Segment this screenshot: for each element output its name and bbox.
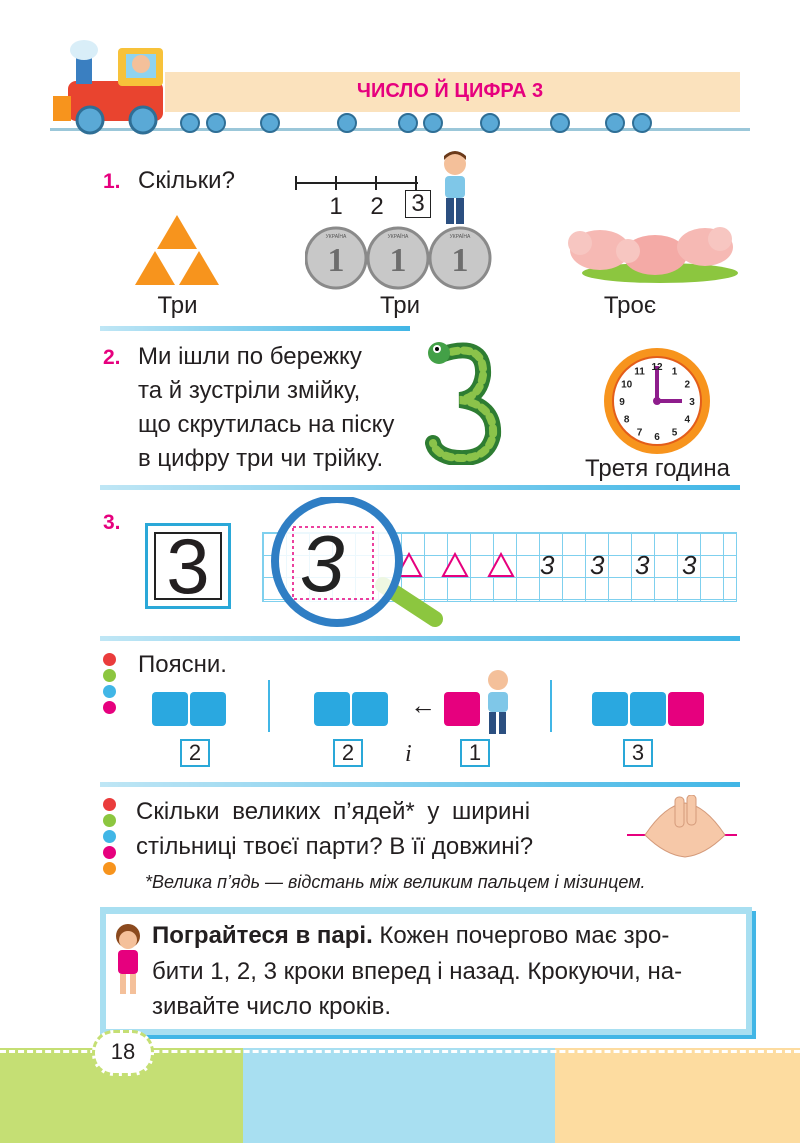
big-digit: 3 (166, 522, 210, 610)
bullet-dot-green (103, 669, 116, 682)
number-line (293, 173, 423, 193)
divider-3 (100, 636, 740, 641)
game-line-3: зивайте число кроків. (152, 993, 392, 1020)
numberline-label-1: 1 (329, 193, 343, 220)
boy-with-cube (480, 668, 515, 736)
clock-caption: Третя година (585, 455, 730, 482)
footer-blue (243, 1048, 555, 1143)
svg-text:УКРАЇНА: УКРАЇНА (387, 234, 409, 240)
count-box-1: 2 (180, 739, 210, 767)
hand-span (625, 795, 740, 863)
bullet-dot-q-orange (103, 862, 116, 875)
boy-figure (435, 150, 475, 230)
task1-question: Скільки? (138, 167, 235, 194)
coin-digit-3: 1 (451, 242, 469, 279)
row-digit-4: 3 (682, 550, 697, 580)
clock-number: 4 (684, 414, 691, 426)
svg-text:УКРАЇНА: УКРАЇНА (449, 234, 471, 240)
clock-number: 11 (634, 366, 645, 378)
clock-number: 7 (636, 427, 643, 439)
bullet-dot-red (103, 653, 116, 666)
snake-three (425, 335, 505, 465)
footnote: *Велика п’ядь — відстань між великим пальцем і мізинцем. (145, 872, 646, 892)
page-number: 18 (110, 1039, 136, 1064)
label-pigs: Троє (603, 292, 657, 319)
game-line-1-rest: Кожен почергово має зро- (372, 922, 670, 949)
bullet-dot-q-green (103, 814, 116, 827)
numberline-label-3: 3 (405, 190, 431, 218)
pigs-illustration (560, 215, 740, 285)
task1-number: 1. (103, 170, 121, 193)
count-box-3: 1 (460, 739, 490, 767)
question-line-2: стільниці твоєї парти? В її довжині? (136, 833, 534, 860)
coin-digit-1: 1 (327, 242, 345, 279)
poem-line-3: що скрутилась на піску (138, 411, 395, 438)
footer-peach (555, 1048, 800, 1143)
big-digit-box (145, 523, 231, 609)
bullet-dot-blue (103, 685, 116, 698)
cubes-2 (150, 688, 230, 728)
bullet-dot-pink (103, 701, 116, 714)
coins-group (305, 225, 493, 291)
bullet-dot-q-pink (103, 846, 116, 859)
girl-figure (108, 922, 148, 1000)
bullet-dot-q-blue (103, 830, 116, 843)
arrow-left: ← (410, 690, 436, 720)
clock-number: 1 (671, 366, 678, 378)
clock-number: 3 (689, 397, 695, 408)
bullet-dot-q-red (103, 798, 116, 811)
clock-number: 12 (651, 362, 663, 373)
divider-1 (100, 326, 410, 331)
poem-line-2: та й зустріли змійку, (138, 377, 361, 404)
row-digit-3: 3 (635, 550, 650, 580)
clock-number: 5 (671, 427, 678, 439)
separator-1 (268, 680, 270, 732)
conjunction-i: і (405, 741, 412, 767)
label-triangles: Три (157, 292, 198, 319)
clock-number: 9 (619, 397, 625, 408)
row-digit-2: 3 (590, 550, 605, 580)
cubes-3 (590, 688, 708, 728)
cubes-2-second (312, 688, 392, 728)
label-coins: Три (379, 292, 421, 319)
page-title: ЧИСЛО Й ЦИФРА 3 (356, 80, 544, 102)
row-digit-1: 3 (540, 550, 555, 580)
train-illustration (48, 36, 173, 136)
poem-line-1: Ми ішли по бережку (138, 343, 362, 370)
task3-number: 3. (103, 511, 121, 534)
clock-number: 10 (621, 379, 633, 391)
clock (602, 346, 712, 456)
divider-2 (100, 485, 740, 490)
separator-2 (550, 680, 552, 732)
svg-text:УКРАЇНА: УКРАЇНА (325, 234, 347, 240)
explain-title: Поясни. (138, 651, 227, 678)
header-wheels (170, 110, 670, 136)
game-line-1 (152, 919, 669, 953)
divider-4 (100, 782, 740, 787)
count-box-2: 2 (333, 739, 363, 767)
clock-number: 6 (654, 432, 660, 443)
clock-number: 8 (623, 414, 630, 426)
game-line-2: бити 1, 2, 3 кроки вперед і назад. Крокуючи, на- (152, 958, 683, 985)
question-line-1: Скільки великих п’ядей* у ширині (136, 798, 531, 825)
task2-number: 2. (103, 346, 121, 369)
traced-digit: 3 (300, 519, 345, 608)
triangles-group (135, 213, 220, 285)
coin-digit-2: 1 (389, 242, 407, 279)
clock-number: 2 (684, 379, 691, 391)
numberline-label-2: 2 (370, 193, 384, 220)
magnifier (265, 497, 455, 632)
poem-line-4: в цифру три чи трійку. (138, 445, 384, 472)
game-bold: Пограйтеся в парі. (152, 922, 373, 949)
count-box-4: 3 (623, 739, 653, 767)
